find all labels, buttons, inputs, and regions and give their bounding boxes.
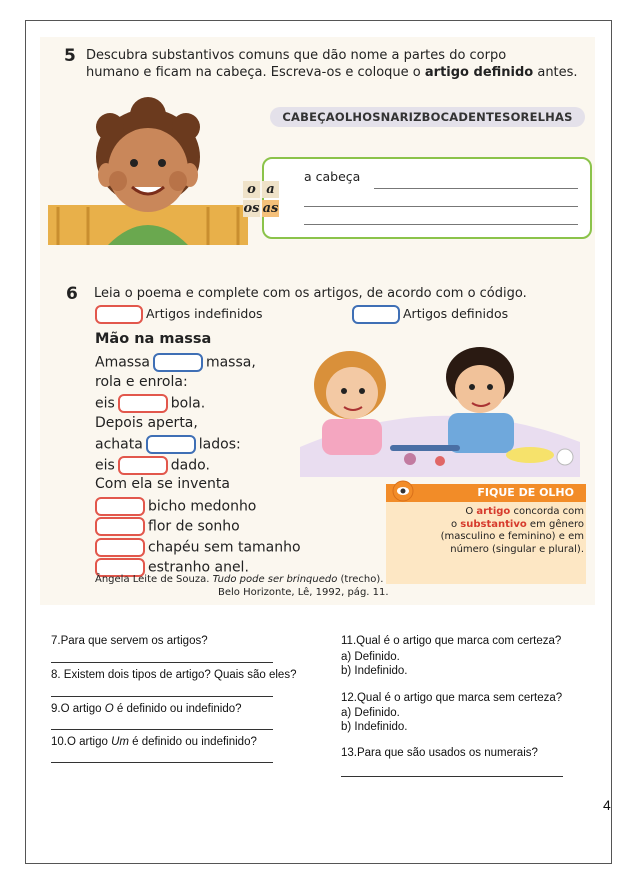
poem-line — [95, 517, 240, 536]
answer-line — [304, 224, 578, 225]
answer-line-7[interactable] — [51, 662, 273, 663]
poem-line — [95, 394, 205, 413]
boy-illustration — [48, 95, 248, 245]
question-12-option-a[interactable]: a) Definido. — [341, 707, 400, 719]
legend-definite-label: Artigos definidos — [403, 306, 509, 321]
instruction-line-2a: humano e ficam na cabeça. Escreva-os e coloque o — [86, 65, 425, 80]
page-number: 4 — [603, 797, 611, 813]
poem-line — [95, 353, 256, 372]
legend-definite-swatch — [352, 305, 400, 324]
article-tile-o: o — [243, 181, 260, 198]
poem-text: Depois aperta, — [95, 414, 198, 431]
question-8: 8. Existem dois tipos de artigo? Quais são eles? — [51, 669, 297, 681]
question-7: 7.Para que servem os artigos? — [51, 635, 208, 647]
question-11-option-a[interactable]: a) Definido. — [341, 651, 400, 663]
fique-de-olho-text: O artigo concorda com o substantivo em gênero (masculino e feminino) e em número (singular e plural). — [440, 506, 584, 555]
poem-line — [95, 456, 210, 475]
indefinite-article-blank[interactable] — [118, 394, 168, 413]
answer-line-9[interactable] — [51, 729, 273, 730]
poem-text: rola e enrola: — [95, 373, 188, 390]
question-10: 10.O artigo Um é definido ou indefinido? — [51, 736, 257, 748]
answer-line-13[interactable] — [341, 776, 563, 777]
poem-line — [95, 415, 198, 431]
instruction-bold: artigo definido — [424, 65, 534, 80]
question-9: 9.O artigo O é definido ou indefinido? — [51, 703, 242, 715]
poem-text: Amassa — [95, 354, 150, 371]
question-11: 11.Qual é o artigo que marca com certeza? — [341, 635, 562, 647]
exercise-5-instruction — [86, 47, 586, 81]
textbook-scan — [40, 37, 595, 605]
example-answer: a cabeça — [304, 169, 361, 184]
poem-text: lados: — [198, 436, 241, 453]
eye-icon — [392, 480, 414, 502]
poem-text: chapéu sem tamanho — [148, 539, 301, 555]
fique-de-olho-box — [386, 484, 586, 584]
instruction-line-2b: antes. — [533, 65, 578, 80]
exercise-6-instruction: Leia o poema e complete com os artigos, de acordo com o código. — [94, 286, 527, 301]
question-12: 12.Qual é o artigo que marca sem certeza? — [341, 692, 563, 704]
exercise-6-number: 6 — [66, 284, 78, 304]
poem-text: Com ela se inventa — [95, 476, 230, 492]
article-tile-a: a — [262, 181, 279, 198]
poem-text: achata — [95, 436, 143, 453]
answer-line — [374, 188, 578, 189]
poem-text: massa, — [205, 354, 256, 371]
indefinite-article-blank[interactable] — [118, 456, 168, 475]
answer-line-10[interactable] — [51, 762, 273, 763]
poem-line — [95, 476, 230, 492]
poem-title: Mão na massa — [95, 331, 212, 347]
definite-article-blank[interactable] — [153, 353, 203, 372]
indefinite-article-blank[interactable] — [95, 497, 145, 516]
poem-text: eis — [95, 457, 115, 473]
fique-de-olho-title: FIQUE DE OLHO — [386, 484, 586, 502]
indefinite-article-blank[interactable] — [95, 517, 145, 536]
answer-line-8[interactable] — [51, 696, 273, 697]
poem-credit-line-1: Ângela Leite de Souza. Tudo pode ser brinquedo (trecho). — [95, 574, 384, 585]
poem-text: bola. — [170, 395, 206, 412]
definite-article-blank[interactable] — [146, 435, 196, 454]
poem-line — [95, 497, 256, 516]
poem-text: bicho medonho — [148, 498, 257, 514]
poem-line — [95, 435, 241, 454]
poem-line — [95, 374, 188, 390]
letter-strip: CABEÇAOLHOSNARIZBOCADENTESORELHAS — [270, 107, 585, 127]
legend-indefinite-swatch — [95, 305, 143, 324]
answer-box — [262, 157, 592, 239]
exercise-5-number: 5 — [64, 46, 76, 66]
poem-text: estranho anel. — [148, 559, 249, 576]
article-tile-as: as — [262, 201, 279, 216]
poem-text: flor de sonho — [148, 518, 240, 535]
instruction-line-1: Descubra substantivos comuns que dão nome a partes do corpo — [86, 48, 507, 63]
legend-indefinite-label: Artigos indefinidos — [146, 306, 263, 321]
question-13: 13.Para que são usados os numerais? — [341, 747, 538, 759]
poem-text: dado. — [170, 457, 210, 473]
question-11-option-b[interactable]: b) Indefinido. — [341, 665, 408, 677]
question-12-option-b[interactable]: b) Indefinido. — [341, 721, 408, 733]
article-tile-os: os — [243, 201, 260, 216]
poem-line — [95, 538, 301, 557]
answer-line — [304, 206, 578, 207]
poem-credit-line-2: Belo Horizonte, Lê, 1992, pág. 11. — [218, 587, 389, 598]
children-illustration — [280, 327, 590, 477]
poem-text: eis — [95, 395, 115, 412]
indefinite-article-blank[interactable] — [95, 538, 145, 557]
